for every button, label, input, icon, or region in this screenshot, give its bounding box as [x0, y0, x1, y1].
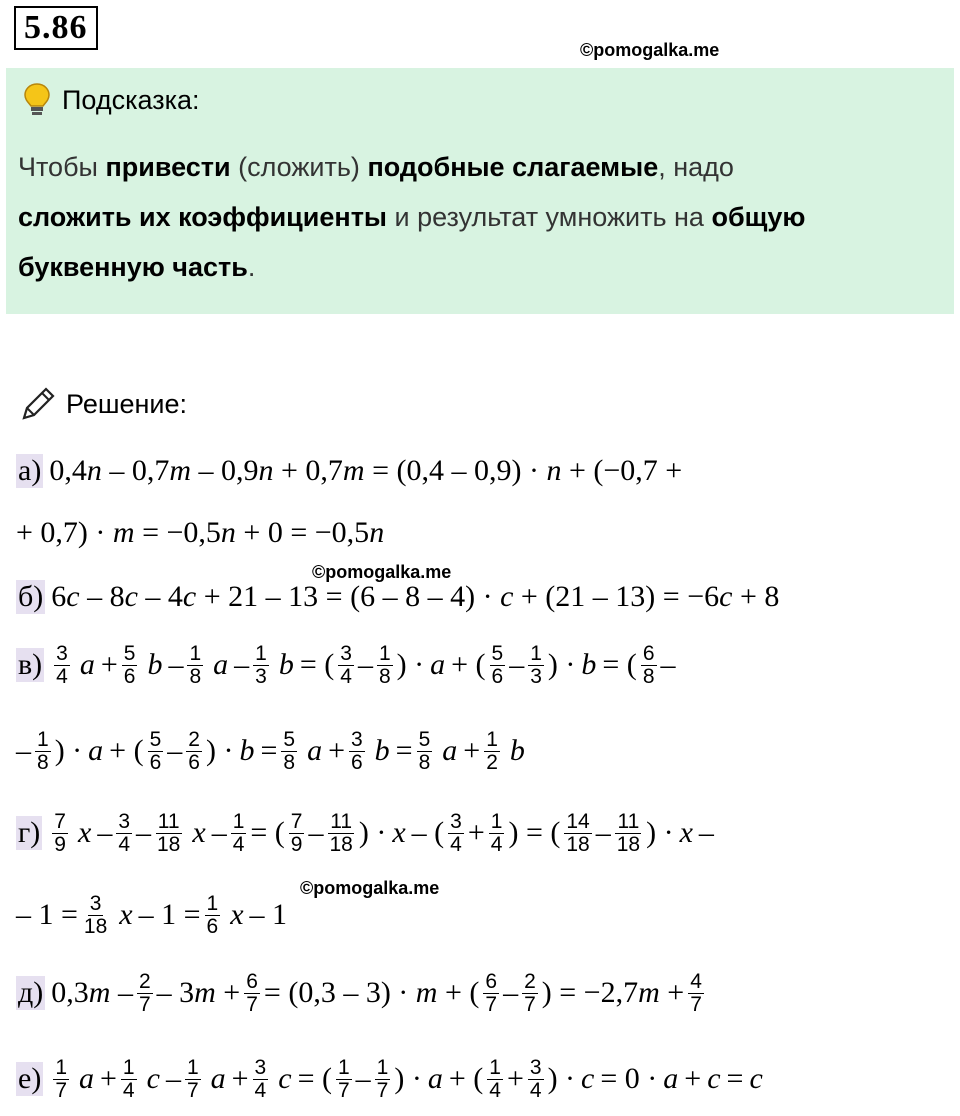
hint-text: Чтобы привести (сложить) подобные слагаемые, надо сложить их коэффициенты и результат умножить на общую буквенную часть. — [18, 152, 806, 282]
label-a: а) — [18, 454, 42, 487]
watermark-bottom: ©pomogalka.me — [300, 878, 440, 898]
label-g: г) — [18, 816, 41, 849]
solution-line-a2: + 0,7) · m = −0,5n + 0 = −0,5n — [16, 516, 385, 549]
hint-title — [22, 82, 200, 118]
lightbulb-icon — [22, 82, 52, 118]
hint-box — [6, 68, 954, 314]
problem-number: 5.86 — [14, 6, 98, 50]
solution-title-label: Решение: — [66, 388, 188, 419]
label-v: в) — [18, 648, 43, 681]
solution-line-v1: в) $\frac{3}{4}$ a + $\frac{5}{6}$ b – $\frac{1}{8}$ a – $\frac{1}{3}$ b = ( $\frac{3}{4}$ – $\frac{1}{8}$ ) · a + ( $\frac{5}{6}$ – $\frac{1}{3}$ ) · b = ( $\frac{6}{8}$ – — [18, 641, 676, 688]
solution-line-g1: г) $\frac{7}{9}$ x – $\frac{3}{4}$ – $\frac{11}{18}$ x – $\frac{1}{4}$ = ( $\frac{7}{9}$ – $\frac{11}{18}$ ) · x – ( $\frac{3}{4}$ + $\frac{1}{4}$ ) = ( $\frac{14}{18}$ – $\frac{11}{18}$ ) · x – — [18, 809, 714, 856]
pencil-icon — [18, 384, 58, 424]
solution-line-a1: а) 0,4n – 0,7m – 0,9n + 0,7m = (0,4 – 0,9) · n + (−0,7 + — [18, 454, 683, 487]
solution-line-e: е) $\frac{1}{7}$ a + $\frac{1}{4}$ c – $\frac{1}{7}$ a + $\frac{3}{4}$ c = ( $\frac{1}{7}$ – $\frac{1}{7}$ ) · a + ( $\frac{1}{4}$ + $\frac{3}{4}$ ) · c = 0 · a + c = c — [18, 1055, 763, 1102]
label-b: б) — [18, 580, 44, 613]
solution-line-d: д) 0,3m – $\frac{2}{7}$ – 3m + $\frac{6}{7}$ = (0,3 – 3) · m + ( $\frac{6}{7}$ – $\frac{2}{7}$ ) = −2,7m + $\frac{4}{7}$ — [18, 969, 702, 1016]
watermark-mid: ©pomogalka.me — [312, 562, 452, 582]
solution-line-g2: – 1 = $\frac{3}{18}$ x – 1 = $\frac{1}{6}$ x – 1 — [16, 891, 288, 938]
hint-title-label: Подсказка: — [62, 84, 200, 115]
watermark-top: ©pomogalka.me — [580, 40, 720, 60]
label-e: е) — [18, 1062, 42, 1095]
solution-line-v2: – $\frac{1}{8}$ ) · a + ( $\frac{5}{6}$ – $\frac{2}{6}$ ) · b = $\frac{5}{8}$ a + $\frac{3}{6}$ b = $\frac{5}{8}$ a + $\frac{1}{2}$ b — [16, 727, 525, 774]
label-d: д) — [18, 976, 44, 1009]
solution-title — [18, 384, 187, 424]
solution-line-b: б) 6c – 8c – 4c + 21 – 13 = (6 – 8 – 4) · c + (21 – 13) = −6c + 8 — [18, 580, 780, 613]
